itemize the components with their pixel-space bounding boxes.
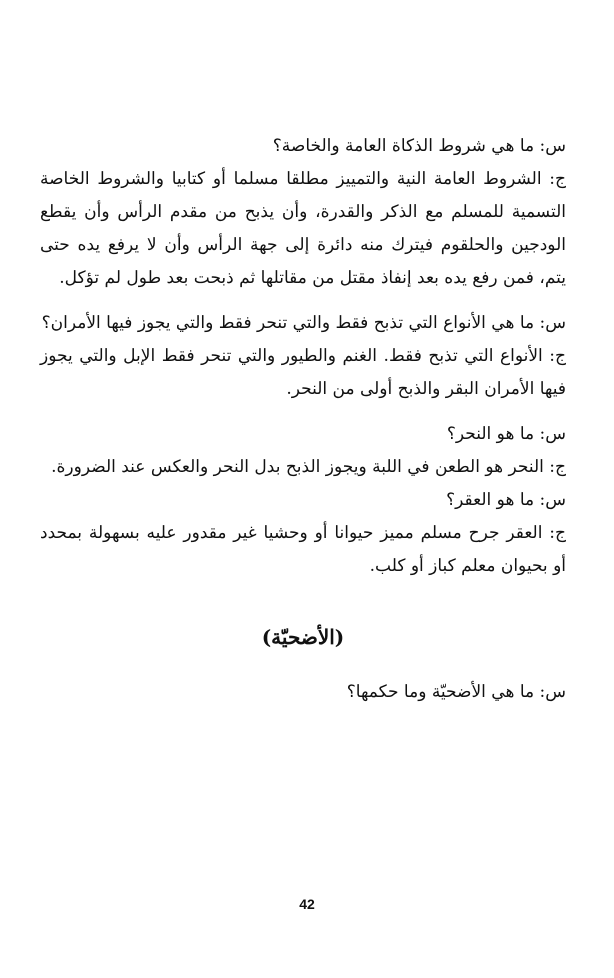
question-text: س: ما هي الأضحيّة وما حكمها؟ [346, 682, 566, 702]
answer-text: ج: الأنواع التي تذبح فقط. الغنم والطيور والتي تنحر فقط الإبل والتي يجوز فيها الأمران البقر والذبح أولى من النحر. [40, 346, 566, 399]
question-text: س: ما هي الأنواع التي تذبح فقط والتي تنحر فقط والتي يجوز فيها الأمران؟ [41, 313, 566, 333]
page-content [40, 130, 566, 709]
answer-text: ج: النحر هو الطعن في اللبة ويجوز الذبح بدل النحر والعكس عند الضرورة. [51, 457, 566, 477]
question-text: س: ما هو العقر؟ [446, 490, 566, 510]
page-number: 42 [299, 896, 315, 912]
answer-text: ج: الشروط العامة النية والتمييز مطلقا مسلما أو كتابيا والشروط الخاصة التسمية للمسلم مع الذكر والقدرة، وأن يذبح من مقدم الرأس وأن يقطع الودجين والحلقوم فيترك منه دائرة إلى جهة الرأس وأن لا يرفع يده حتى يتم، فمن رفع يده بعد إنفاذ مقتل من مقاتلها ثم ذبحت بعد طول لم تؤكل. [40, 169, 566, 288]
question-text: س: ما هو النحر؟ [446, 424, 566, 444]
question-text: س: ما هي شروط الذكاة العامة والخاصة؟ [272, 136, 566, 156]
answer-text: ج: العقر جرح مسلم مميز حيوانا أو وحشيا غير مقدور عليه بسهولة بمحدد أو بحيوان معلم كباز أو كلب. [40, 523, 566, 576]
section-title: (الأضحيّة) [261, 625, 345, 649]
